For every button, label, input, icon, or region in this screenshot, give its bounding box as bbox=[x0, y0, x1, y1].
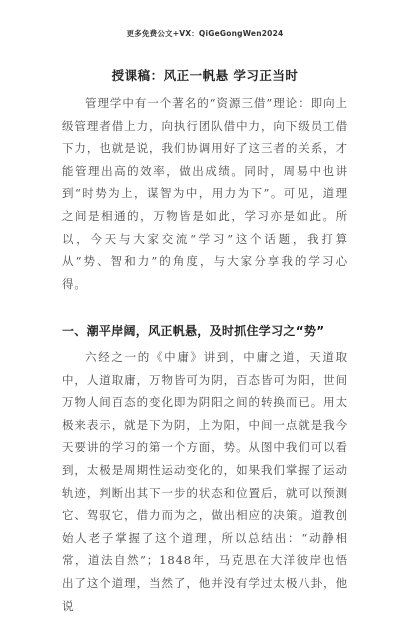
section-1-paragraph: 六经之一的《中庸》讲到，中庸之道，天道取中，人道取庸，万物皆可为阴，百态皆可为阳，世间万物人间百态的变化即为阴阳之间的转换而已。用太极来表示，就是下为阴，上为阳，中间一点就是我今天要讲的学习的第一个方面，势。从图中我们可以看到，太极是周期性运动变化的，如果我们掌握了运动轨迹，判断出其下一步的状态和位置后，就可以预测它、驾驭它，借力而为之，做出相应的决策。道教创始人老子掌握了这个道理，所以总结出：“动静相常，道法自然”；1848年，马克思在大洋彼岸也悟出了这个道理，当然了，他并没有学过太极八卦，他说 bbox=[62, 350, 348, 613]
document-title: 授课稿：风正一帆悬 学习正当时 bbox=[111, 68, 299, 83]
intro-paragraph: 管理学中有一个著名的“资源三借”理论：即向上级管理者借上力，向执行团队借中力，向下级员工借下力，也就是说，我们协调用好了这三者的关系，才能管理出高的效率，做出成绩。同时，周易中也讲到“时势为上，谋智为中，用力为下”。可见，道理之间是相通的，万物皆是如此，学习亦是如此。所以，今天与大家交流“学习”这个话题，我打算从“势、智和力”的角度，与大家分享我的学习心得。 bbox=[62, 96, 348, 291]
section-heading-1: 一、潮平岸阔，风正帆悬，及时抓住学习之“势” bbox=[62, 324, 325, 338]
header-promo-note: 更多免费公文+VX：QiGeGongWen2024 bbox=[126, 29, 284, 38]
